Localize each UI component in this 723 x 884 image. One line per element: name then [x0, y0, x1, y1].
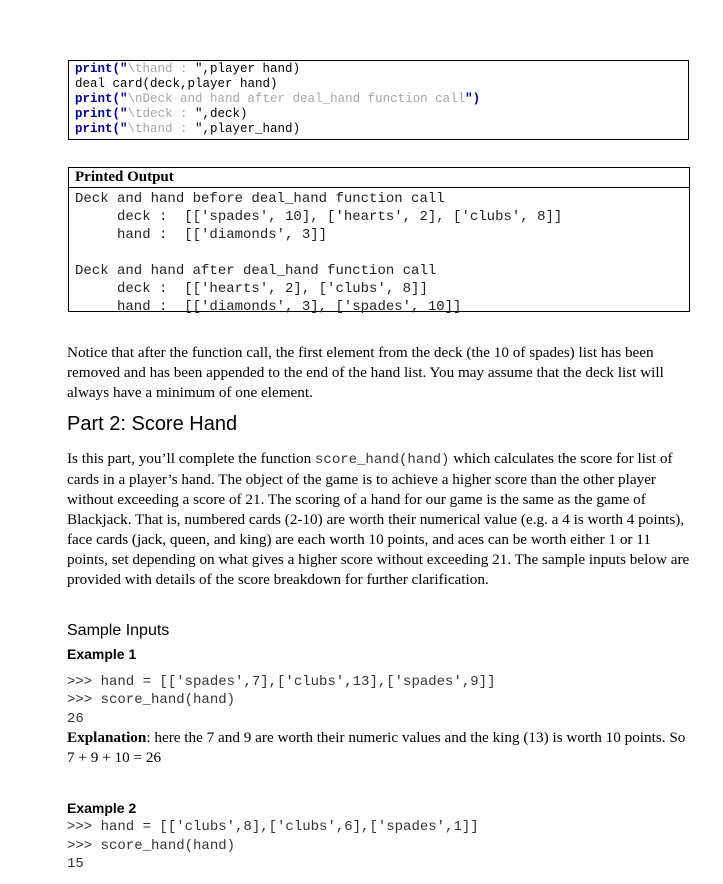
code-token: print — [75, 62, 113, 76]
code-token: (" — [112, 122, 128, 136]
example1-line2: >>> score_hand(hand) — [67, 692, 236, 708]
output-before-hand: hand : [['diamonds', 3]] — [75, 227, 328, 243]
example1-label: Example 1 — [67, 646, 137, 662]
code-token: (" — [112, 62, 128, 76]
sample-inputs-heading: Sample Inputs — [67, 622, 170, 639]
code-token: (" — [112, 107, 128, 121]
score-hand-function-code: score_hand(hand) — [315, 452, 450, 468]
explanation-label: Explanation — [67, 729, 147, 746]
code-token: \nDeck and hand after deal_hand function call — [127, 92, 466, 106]
output-after-title: Deck and hand after deal_hand function call — [75, 263, 437, 279]
code-token: print — [75, 92, 113, 106]
explanation-text: : here the 7 and 9 are worth their numeric values and the king (13) is worth 10 points. So 7 + 9 + 10 = 26 — [67, 729, 686, 766]
example1-line1: >>> hand = [['spades',7],['clubs',13],['spades',9]] — [67, 674, 496, 690]
code-token: print — [75, 107, 113, 121]
code-line — [75, 77, 688, 92]
code-line — [75, 62, 688, 77]
printed-output-table — [68, 167, 690, 315]
part2-paragraph — [67, 449, 692, 590]
code-line — [75, 107, 688, 122]
code-token: ",player_hand) — [195, 122, 301, 136]
code-token: \thand : — [127, 122, 196, 136]
example2-line1: >>> hand = [['clubs',8],['clubs',6],['spades',1]] — [67, 819, 479, 835]
output-spacer — [75, 244, 689, 262]
part2-heading: Part 2: Score Hand — [67, 413, 238, 435]
code-token: \tdeck : — [127, 107, 196, 121]
printed-output-body — [69, 188, 689, 316]
printed-output-header: Printed Output — [69, 168, 689, 188]
code-line — [75, 122, 688, 137]
code-line — [75, 92, 688, 107]
notice-paragraph: Notice that after the function call, the first element from the deck (the 10 of spades) list has been removed and has been appended to the end of the hand list. You may assume that the deck list will always have a minimum of one element. — [67, 344, 664, 401]
code-token: (" — [112, 92, 128, 106]
example1-line3: 26 — [67, 711, 84, 727]
example1-explanation — [67, 728, 692, 768]
output-before-title: Deck and hand before deal_hand function call — [75, 191, 445, 207]
example2-line2: >>> score_hand(hand) — [67, 838, 236, 854]
code-token: ",player hand) — [195, 62, 301, 76]
code-snippet-box — [68, 60, 689, 140]
output-after-hand: hand : [['diamonds', 3], ['spades', 10]] — [75, 299, 462, 315]
code-token: \thand : — [127, 62, 196, 76]
output-before-deck: deck : [['spades', 10], ['hearts', 2], ['clubs', 8]] — [75, 209, 563, 225]
code-token: print — [75, 122, 113, 136]
part2-text-before: Is this part, you’ll complete the function — [67, 450, 316, 467]
part2-text-after: which calculates the score for list of cards in a player’s hand. The object of the game is to achieve a higher score than the other player without exceeding a score of 21. The scoring of a hand for our game is the same as the game of Blackjack. That is, numbered cards (2-10) are worth their numerical value (e.g. a 4 is worth 4 points), face cards (jack, queen, and king) are each worth 10 points, and aces can be worth either 1 or 11 points, set depending on what gives a higher score without exceeding 21. The sample inputs below are provided with details of the score breakdown for further clarification. — [67, 450, 690, 588]
example2-label: Example 2 — [67, 800, 137, 816]
code-token: deal card(deck,player hand) — [75, 77, 278, 91]
example2-line3: 15 — [67, 856, 84, 872]
code-token: ") — [465, 92, 481, 106]
code-token: ",deck) — [195, 107, 248, 121]
output-after-deck: deck : [['hearts', 2], ['clubs', 8]] — [75, 281, 428, 297]
